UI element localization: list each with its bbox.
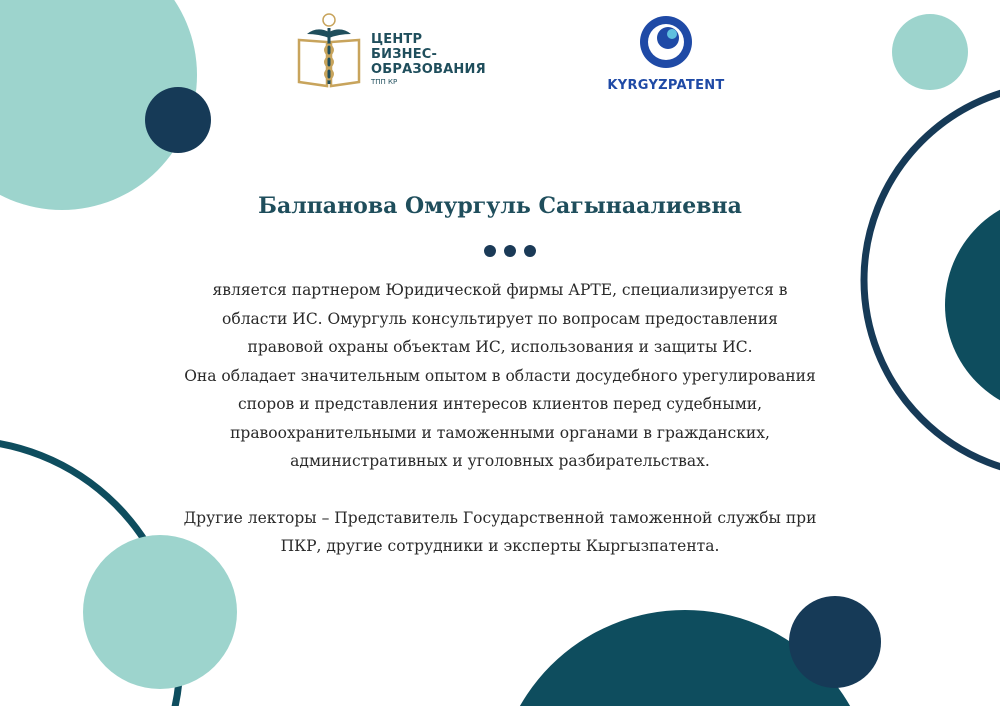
kyrgyzpatent-name: KYRGYZPATENT <box>607 78 725 93</box>
bio-line: административных и уголовных разбирательствах. <box>290 452 710 470</box>
cbe-name <box>371 32 486 77</box>
other-lecturers-line: Другие лекторы – Представитель Государственной таможенной службы при <box>183 508 817 527</box>
top-right-teal-circle <box>892 14 968 90</box>
cbe-line-1: ЦЕНТР <box>371 32 423 47</box>
divider-dot <box>504 245 516 257</box>
cbe-logo <box>293 10 493 90</box>
cbe-subtitle: ТПП КР <box>371 78 398 86</box>
divider-dot <box>524 245 536 257</box>
cbe-line-2: БИЗНЕС- <box>371 47 438 62</box>
dots-divider <box>484 245 536 259</box>
bio-line: споров и представления интересов клиентов перед судебными, <box>237 395 763 413</box>
caduceus-book-icon <box>293 10 369 90</box>
right-dark-teal-circle <box>945 195 1000 415</box>
bio-line: является партнером Юридической фирмы АРТЕ, специализируется в <box>212 281 788 299</box>
top-left-navy-circle <box>145 87 211 153</box>
divider-dot <box>484 245 496 257</box>
bottom-right-navy-circle <box>789 596 881 688</box>
other-lecturers-line: ПКР, другие сотрудники и эксперты Кыргызпатента. <box>280 537 720 555</box>
bio-line: правоохранительными и таможенными органами в гражданских, <box>230 423 770 442</box>
bio-line: области ИС. Омургуль консультирует по вопросам предоставления <box>222 309 778 328</box>
bio-line: правовой охраны объектам ИС, использования и защиты ИС. <box>247 338 753 356</box>
bio-text <box>130 276 870 561</box>
kyrgyzpatent-logo <box>596 12 736 96</box>
cbe-line-3: ОБРАЗОВАНИЯ <box>371 62 486 77</box>
bio-line: Она обладает значительным опытом в области досудебного урегулирования <box>184 366 816 385</box>
kyrgyzpatent-emblem-icon <box>596 12 736 76</box>
person-name-title: Балпанова Омургуль Сагынаалиевна <box>258 193 742 219</box>
paragraph-gap <box>130 476 870 504</box>
